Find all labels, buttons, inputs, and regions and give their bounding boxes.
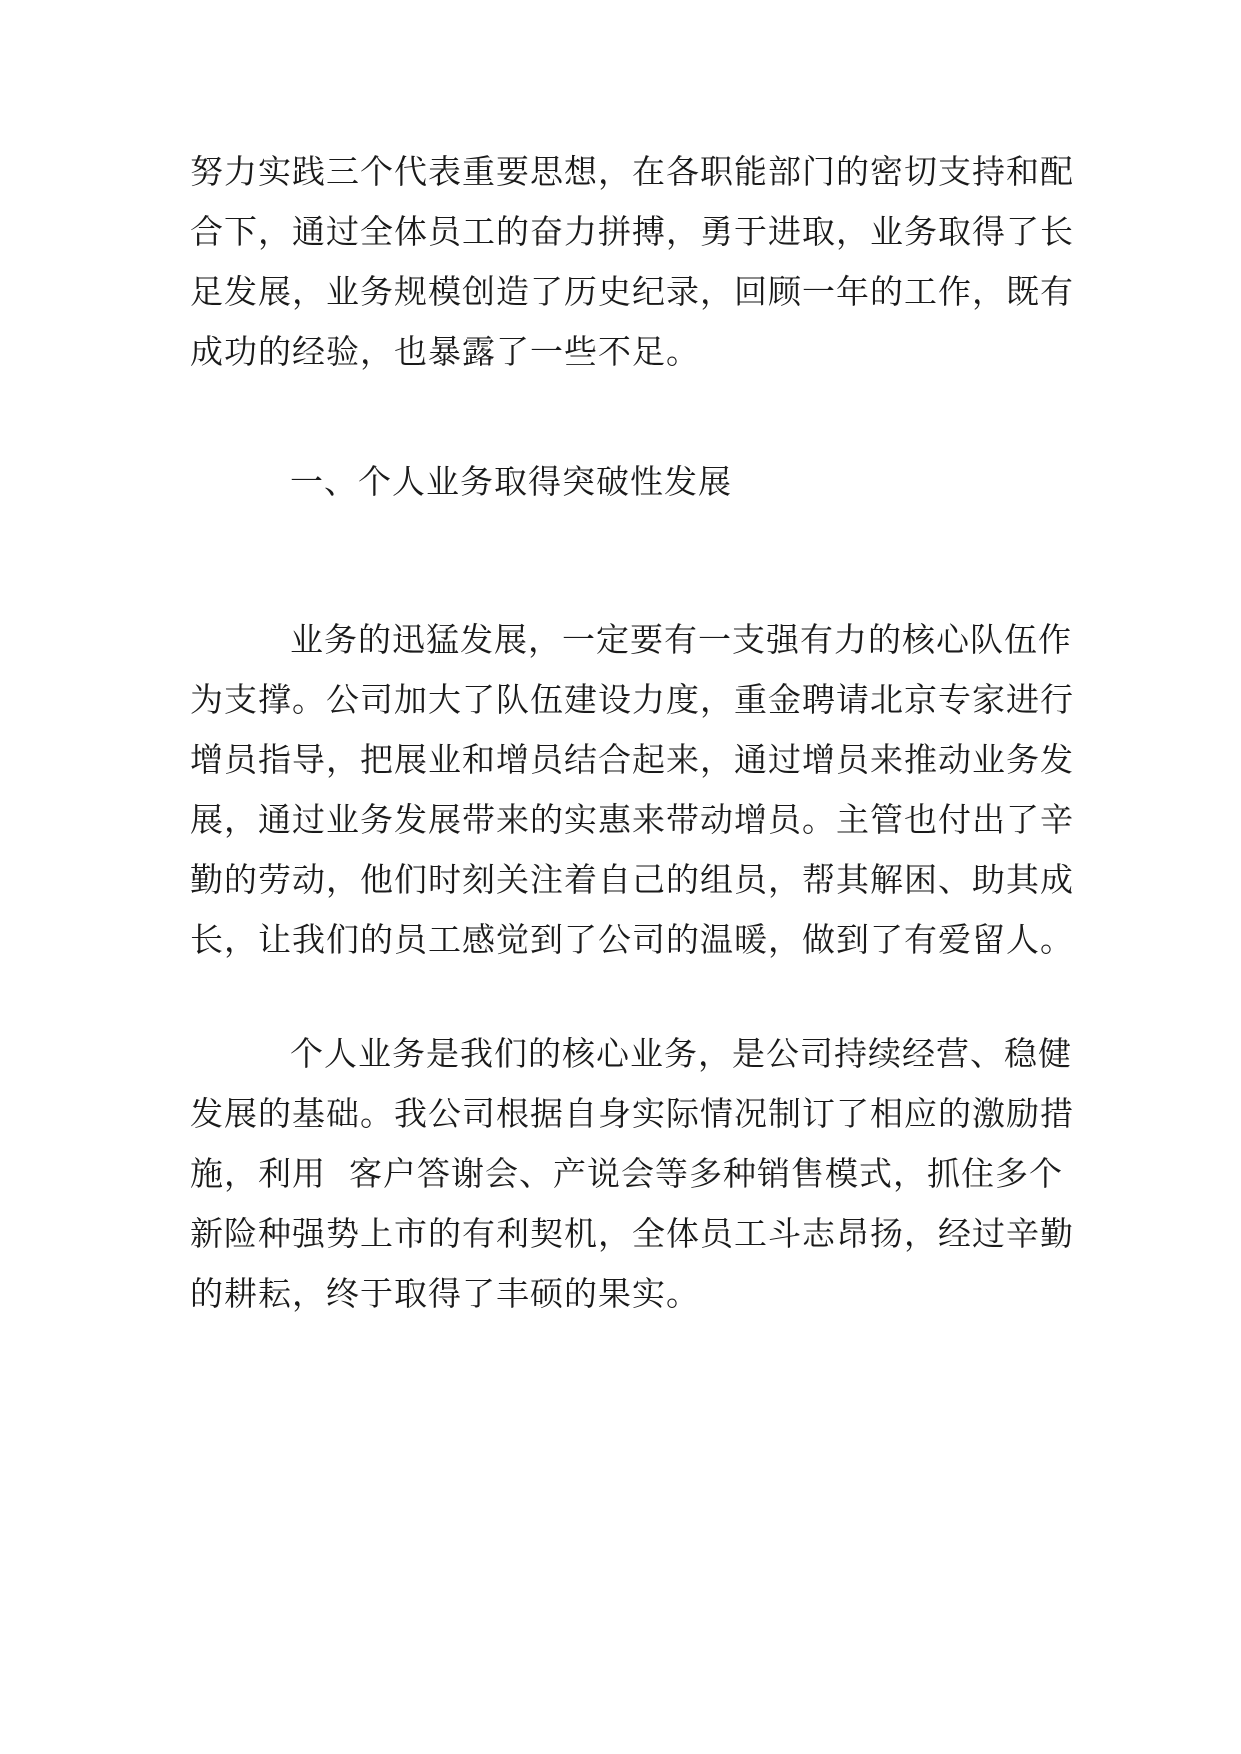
text-line: 新险种强势上市的有利契机，全体员工斗志昂扬，经过辛勤: [190, 1214, 1074, 1253]
core-business-paragraph: [190, 1024, 1074, 1324]
team-paragraph: [190, 610, 1074, 970]
text-line: 施，利用 客户答谢会、产说会等多种销售模式，抓住多个: [190, 1154, 1063, 1193]
heading-text: 一、个人业务取得突破性发展: [290, 462, 732, 501]
text-line: 为支撑。公司加大了队伍建设力度，重金聘请北京专家进行: [190, 680, 1074, 719]
text-line: 业务的迅猛发展，一定要有一支强有力的核心队伍作: [290, 620, 1072, 659]
text-line: 增员指导，把展业和增员结合起来，通过增员来推动业务发: [190, 740, 1074, 779]
text-line: 发展的基础。我公司根据自身实际情况制订了相应的激励措: [190, 1094, 1074, 1133]
text-line: 成功的经验，也暴露了一些不足。: [190, 332, 700, 371]
text-line: 的耕耘，终于取得了丰硕的果实。: [190, 1274, 700, 1313]
text-line: 个人业务是我们的核心业务，是公司持续经营、稳健: [290, 1034, 1072, 1073]
text-line: 勤的劳动，他们时刻关注着自己的组员，帮其解困、助其成: [190, 860, 1074, 899]
text-line: 合下，通过全体员工的奋力拼搏，勇于进取，业务取得了长: [190, 212, 1074, 251]
section-heading-1: [190, 452, 1050, 512]
text-line: 足发展，业务规模创造了历史纪录，回顾一年的工作，既有: [190, 272, 1074, 311]
text-line: 努力实践三个代表重要思想，在各职能部门的密切支持和配: [190, 152, 1074, 191]
text-line: 长，让我们的员工感觉到了公司的温暖，做到了有爱留人。: [190, 920, 1074, 959]
text-line: 展，通过业务发展带来的实惠来带动增员。主管也付出了辛: [190, 800, 1074, 839]
intro-paragraph: [190, 142, 1074, 382]
